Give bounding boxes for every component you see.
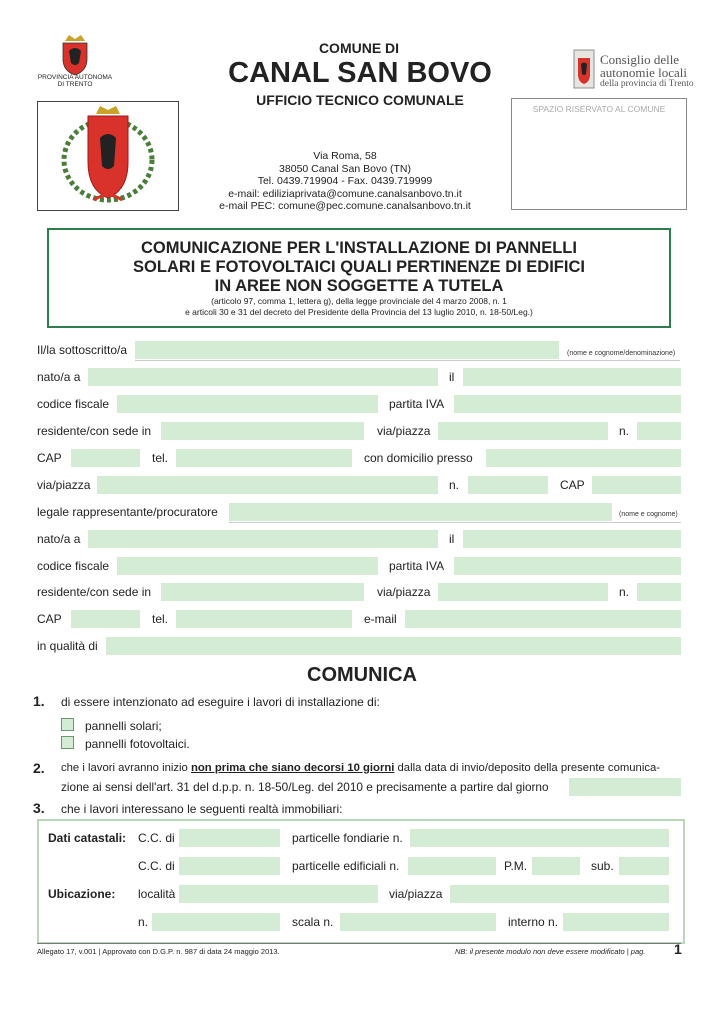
label-n-4: n. xyxy=(138,915,149,929)
nome-note: (nome e cognome/denominazione) xyxy=(567,350,676,357)
address-line: 38050 Canal San Bovo (TN) xyxy=(279,162,411,175)
form-title-2: SOLARI E FOTOVOLTAICI QUALI PERTINENZE DI EDIFICI xyxy=(133,258,585,276)
address-line: Tel. 0439.719904 - Fax. 0439.719999 xyxy=(257,175,433,187)
label-sub: sub. xyxy=(591,859,614,873)
email-link[interactable]: e-mail: ediliziaprivata@comune.canalsanbovo.tn.it xyxy=(228,187,462,200)
item-number-1: 1. xyxy=(33,693,45,709)
label-domicilio: con domicilio presso xyxy=(364,451,473,465)
consiglio-label: Consiglio delle xyxy=(600,52,680,67)
codice-fiscale-field[interactable] xyxy=(117,395,378,413)
pm-field[interactable] xyxy=(532,857,580,875)
cap-field-2[interactable] xyxy=(592,476,681,494)
label-part-edif: particelle edificiali n. xyxy=(292,859,400,873)
item-2-text: che i lavori avranno inizio non prima che siano decorsi 10 giorni dalla data di invio/deposito della presente comunica- xyxy=(61,762,661,774)
partita-iva-field[interactable] xyxy=(454,395,681,413)
highlight-text: non prima che siano decorsi 10 giorni xyxy=(190,762,395,774)
label-cc: C.C. di xyxy=(138,831,175,845)
coat-of-arms-box xyxy=(37,101,179,211)
item-3-text: che i lavori interessano le seguenti realtà immobiliari: xyxy=(61,802,343,816)
interno-field[interactable] xyxy=(563,913,669,931)
cap-field-3[interactable] xyxy=(71,610,140,628)
label-part-fond: particelle fondiarie n. xyxy=(292,831,403,845)
label-via-piazza-3: via/piazza xyxy=(377,585,431,599)
cc-field-2[interactable] xyxy=(179,857,280,875)
via-piazza-field-2[interactable] xyxy=(97,476,438,494)
label-interno: interno n. xyxy=(508,915,559,929)
consiglio-logo xyxy=(572,48,596,90)
checkbox-fotovoltaici[interactable] xyxy=(61,736,74,749)
address-block xyxy=(180,150,510,213)
part-fond-field[interactable] xyxy=(410,829,669,847)
checkbox-solari[interactable] xyxy=(61,718,74,731)
label-tel-2: tel. xyxy=(152,612,169,626)
label-nato: nato/a a xyxy=(37,370,81,384)
civic-number-field-3[interactable] xyxy=(637,583,681,601)
province-label-2: DI TRENTO xyxy=(57,81,93,88)
via-piazza-field[interactable] xyxy=(438,422,608,440)
address-line: Via Roma, 58 xyxy=(313,150,377,162)
comune-di: COMUNE DI xyxy=(318,40,400,56)
label-nato-2: nato/a a xyxy=(37,532,81,546)
label-pm: P.M. xyxy=(504,859,528,873)
form-title-3: IN AREE NON SOGGETTE A TUTELA xyxy=(214,277,504,295)
partita-iva-field-2[interactable] xyxy=(454,557,681,575)
label-via-piazza: via/piazza xyxy=(377,424,431,438)
label-tel: tel. xyxy=(152,451,169,465)
footer-warning: NB: il presente modulo non deve essere modificato | pag. xyxy=(455,947,646,956)
item-1-text: di essere intenzionato ad eseguire i lavori di installazione di: xyxy=(61,695,380,709)
civic-number-field-4[interactable] xyxy=(152,913,280,931)
section-heading: COMUNICA xyxy=(307,664,417,686)
tel-field-2[interactable] xyxy=(176,610,352,628)
label-dati-catastali: Dati catastali: xyxy=(48,831,127,845)
province-logo xyxy=(55,33,95,77)
cc-field[interactable] xyxy=(179,829,280,847)
label-il: il xyxy=(449,370,455,384)
sub-field[interactable] xyxy=(619,857,669,875)
label-partita-iva: partita IVA xyxy=(389,397,445,411)
civic-number-field-2[interactable] xyxy=(468,476,548,494)
label-sottoscritto: Il/la sottoscritto/a xyxy=(37,343,128,357)
consiglio-label-3: della provincia di Trento xyxy=(600,79,694,89)
label-codice-fiscale-2: codice fiscale xyxy=(37,559,110,573)
tel-field[interactable] xyxy=(176,449,352,467)
sottoscritto-field[interactable] xyxy=(135,341,559,359)
label-via-piazza-4: via/piazza xyxy=(389,887,443,901)
label-via-piazza-2: via/piazza xyxy=(37,478,91,492)
label-il-2: il xyxy=(449,532,455,546)
form-title: COMUNICAZIONE PER L'INSTALLAZIONE DI PANNELLI xyxy=(141,239,577,257)
option-fotovoltaici: pannelli fotovoltaici. xyxy=(85,737,190,751)
page-title: CANAL SAN BOVO xyxy=(228,57,492,89)
label-n-2: n. xyxy=(449,478,460,492)
nato-field-2[interactable] xyxy=(88,530,438,548)
label-cap-3: CAP xyxy=(37,612,62,626)
reserved-box xyxy=(511,98,687,210)
label-n: n. xyxy=(619,424,630,438)
legal-ref: (articolo 97, comma 1, lettera g), della legge provinciale del 4 marzo 2008, n. 1 xyxy=(211,296,507,306)
residente-field[interactable] xyxy=(161,422,364,440)
province-label: PROVINCIA AUTONOMA xyxy=(37,74,113,81)
label-ubicazione: Ubicazione: xyxy=(48,887,116,901)
via-piazza-field-3[interactable] xyxy=(438,583,608,601)
label-cap-2: CAP xyxy=(560,478,585,492)
item-2-text-2: zione ai sensi dell'art. 31 del d.p.p. n. 18-50/Leg. del 2010 e precisamente a partire dal giorno xyxy=(61,780,549,794)
title-box xyxy=(47,228,671,328)
label-n-3: n. xyxy=(619,585,630,599)
nome-cognome-note: (nome e cognome) xyxy=(619,511,678,518)
scala-field[interactable] xyxy=(340,913,496,931)
label-qualita: in qualità di xyxy=(37,639,98,653)
label-partita-iva-2: partita IVA xyxy=(389,559,445,573)
footer-divider xyxy=(37,943,681,944)
label-legale: legale rappresentante/procuratore xyxy=(37,505,218,519)
legal-ref-2: e articoli 30 e 31 del decreto del Presidente della Provincia del 13 luglio 2010, n. 18-50/Leg.) xyxy=(185,307,533,317)
option-solari: pannelli solari; xyxy=(85,719,162,733)
label-localita: località xyxy=(138,887,176,901)
codice-fiscale-field-2[interactable] xyxy=(117,557,378,575)
label-cap: CAP xyxy=(37,451,62,465)
qualita-field[interactable] xyxy=(106,637,681,655)
pec-link[interactable]: e-mail PEC: comune@pec.comune.canalsanbovo.tn.it xyxy=(219,200,471,212)
cap-field[interactable] xyxy=(71,449,140,467)
part-edif-field[interactable] xyxy=(408,857,496,875)
label-residente-2: residente/con sede in xyxy=(37,585,152,599)
label-cc-2: C.C. di xyxy=(138,859,175,873)
email-field[interactable] xyxy=(405,610,681,628)
label-scala: scala n. xyxy=(292,915,334,929)
via-piazza-field-4[interactable] xyxy=(450,885,669,903)
domicilio-field[interactable] xyxy=(486,449,681,467)
footer-note: Allegato 17, v.001 | Approvato con D.G.P. n. 987 di data 24 maggio 2013. xyxy=(37,947,280,956)
label-email: e-mail xyxy=(364,612,397,626)
start-date-field[interactable] xyxy=(569,778,681,796)
coat-of-arms-icon xyxy=(38,102,178,210)
reserved-label: SPAZIO RISERVATO AL COMUNE xyxy=(532,104,666,114)
item-number-2: 2. xyxy=(33,760,45,776)
date-field[interactable] xyxy=(463,368,681,386)
nato-field[interactable] xyxy=(88,368,438,386)
office-name: UFFICIO TECNICO COMUNALE xyxy=(256,92,464,108)
residente-field-2[interactable] xyxy=(161,583,364,601)
label-codice-fiscale: codice fiscale xyxy=(37,397,110,411)
date-field-2[interactable] xyxy=(463,530,681,548)
page-number: 1 xyxy=(674,941,682,957)
label-residente: residente/con sede in xyxy=(37,424,152,438)
legale-field[interactable] xyxy=(229,503,612,521)
localita-field[interactable] xyxy=(179,885,378,903)
civic-number-field[interactable] xyxy=(637,422,681,440)
consiglio-label-2: autonomie locali xyxy=(600,65,688,80)
item-number-3: 3. xyxy=(33,800,45,816)
